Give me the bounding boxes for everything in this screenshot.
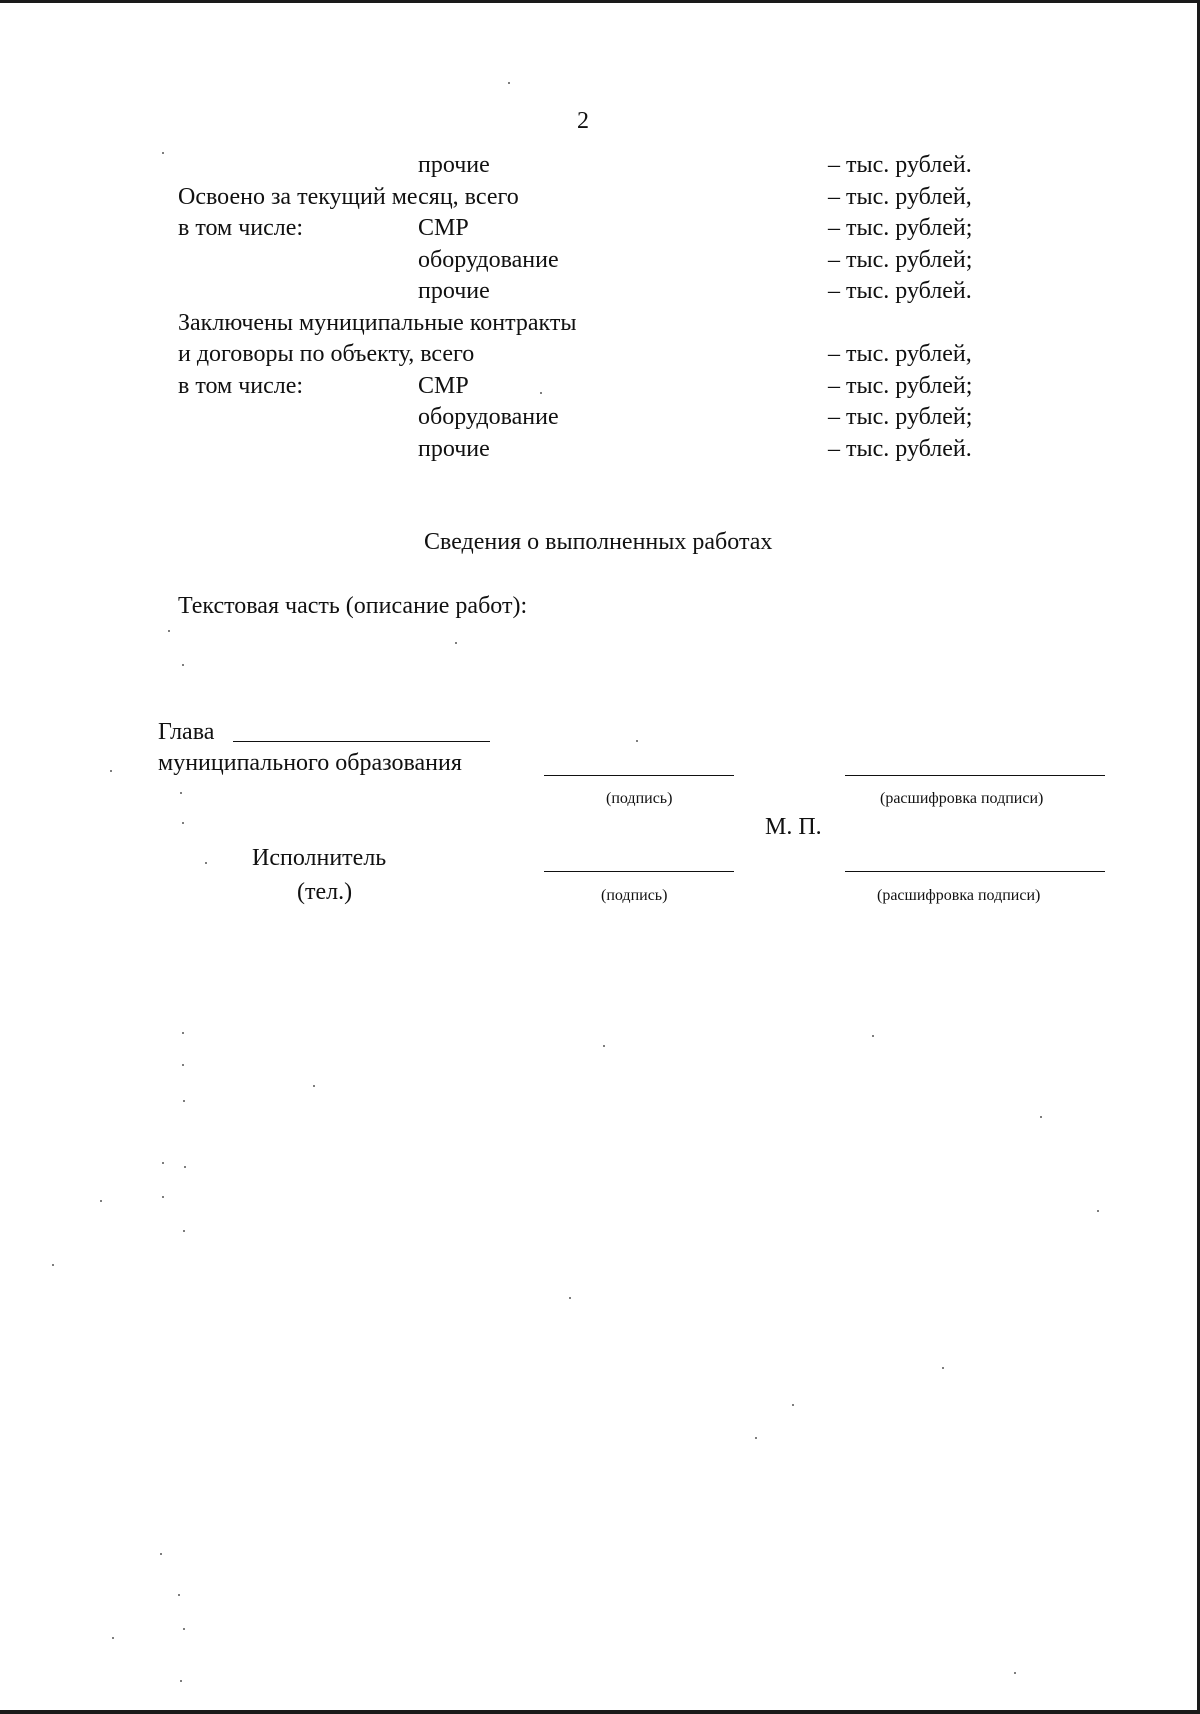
scan-speck <box>636 740 638 742</box>
section-title: Сведения о выполненных работах <box>424 529 773 555</box>
scan-speck <box>182 822 184 824</box>
scan-speck <box>755 1437 757 1439</box>
funds-row-left: в том числе: <box>178 373 304 399</box>
scan-speck <box>540 392 542 394</box>
scan-speck <box>182 1032 184 1034</box>
page-number: 2 <box>577 108 589 134</box>
funds-row-right: – тыс. рублей. <box>828 436 972 462</box>
funds-row-right: – тыс. рублей. <box>828 278 972 304</box>
scan-speck <box>455 642 457 644</box>
head-label: Глава <box>158 719 215 745</box>
funds-row-mid: оборудование <box>418 247 559 273</box>
funds-row-right: – тыс. рублей, <box>828 184 972 210</box>
stamp-label: М. П. <box>765 814 822 840</box>
funds-row-right: – тыс. рублей; <box>828 404 973 430</box>
head-signature-line <box>544 775 734 776</box>
scan-speck <box>110 770 112 772</box>
scan-speck <box>942 1367 944 1369</box>
executor-signature-line <box>544 871 734 872</box>
scan-speck <box>183 1628 185 1630</box>
scan-speck <box>1040 1116 1042 1118</box>
scan-edge-bottom <box>0 1710 1200 1714</box>
executor-phone: (тел.) <box>297 879 353 905</box>
scan-speck <box>313 1085 315 1087</box>
scan-edge-top <box>0 0 1200 3</box>
scan-speck <box>160 1553 162 1555</box>
funds-row-left: Заключены муниципальные контракты <box>178 310 577 336</box>
funds-row-left: Освоено за текущий месяц, всего <box>178 184 519 210</box>
scan-speck <box>168 630 170 632</box>
signature-caption: (подпись) <box>606 790 673 807</box>
funds-row-mid: оборудование <box>418 404 559 430</box>
scan-speck <box>52 1264 54 1266</box>
funds-row-mid: прочие <box>418 278 490 304</box>
scan-speck <box>180 792 182 794</box>
executor-decryption-line <box>845 871 1105 872</box>
scan-speck <box>603 1045 605 1047</box>
scan-speck <box>1097 1210 1099 1212</box>
scan-speck <box>180 1680 182 1682</box>
executor-label: Исполнитель <box>252 845 387 871</box>
funds-row-right: – тыс. рублей, <box>828 341 972 367</box>
scan-speck <box>182 664 184 666</box>
scan-speck <box>569 1297 571 1299</box>
scan-speck <box>508 82 510 84</box>
scan-speck <box>1014 1672 1016 1674</box>
text-part-label: Текстовая часть (описание работ): <box>178 593 528 619</box>
funds-row-mid: прочие <box>418 436 490 462</box>
funds-row-mid: СМР <box>418 215 469 241</box>
funds-row-left: и договоры по объекту, всего <box>178 341 475 367</box>
funds-row-right: – тыс. рублей; <box>828 247 973 273</box>
funds-row-mid: СМР <box>418 373 469 399</box>
scan-speck <box>184 1166 186 1168</box>
scan-speck <box>162 152 164 154</box>
funds-row-left: в том числе: <box>178 215 304 241</box>
decryption-caption: (расшифровка подписи) <box>880 790 1044 807</box>
scan-speck <box>872 1035 874 1037</box>
scan-speck <box>205 862 207 864</box>
funds-row-right: – тыс. рублей. <box>828 152 972 178</box>
scan-speck <box>162 1162 164 1164</box>
funds-row-right: – тыс. рублей; <box>828 373 973 399</box>
scan-speck <box>100 1200 102 1202</box>
scan-speck <box>182 1064 184 1066</box>
head-label-line2: муниципального образования <box>158 750 462 776</box>
head-decryption-line <box>845 775 1105 776</box>
funds-row-right: – тыс. рублей; <box>828 215 973 241</box>
funds-row-mid: прочие <box>418 152 490 178</box>
signature-caption: (подпись) <box>601 887 668 904</box>
scan-speck <box>162 1196 164 1198</box>
scan-speck <box>792 1404 794 1406</box>
scan-speck <box>112 1637 114 1639</box>
scan-speck <box>178 1594 180 1596</box>
scan-speck <box>183 1230 185 1232</box>
head-name-line <box>233 741 490 742</box>
decryption-caption: (расшифровка подписи) <box>877 887 1041 904</box>
scan-speck <box>183 1100 185 1102</box>
